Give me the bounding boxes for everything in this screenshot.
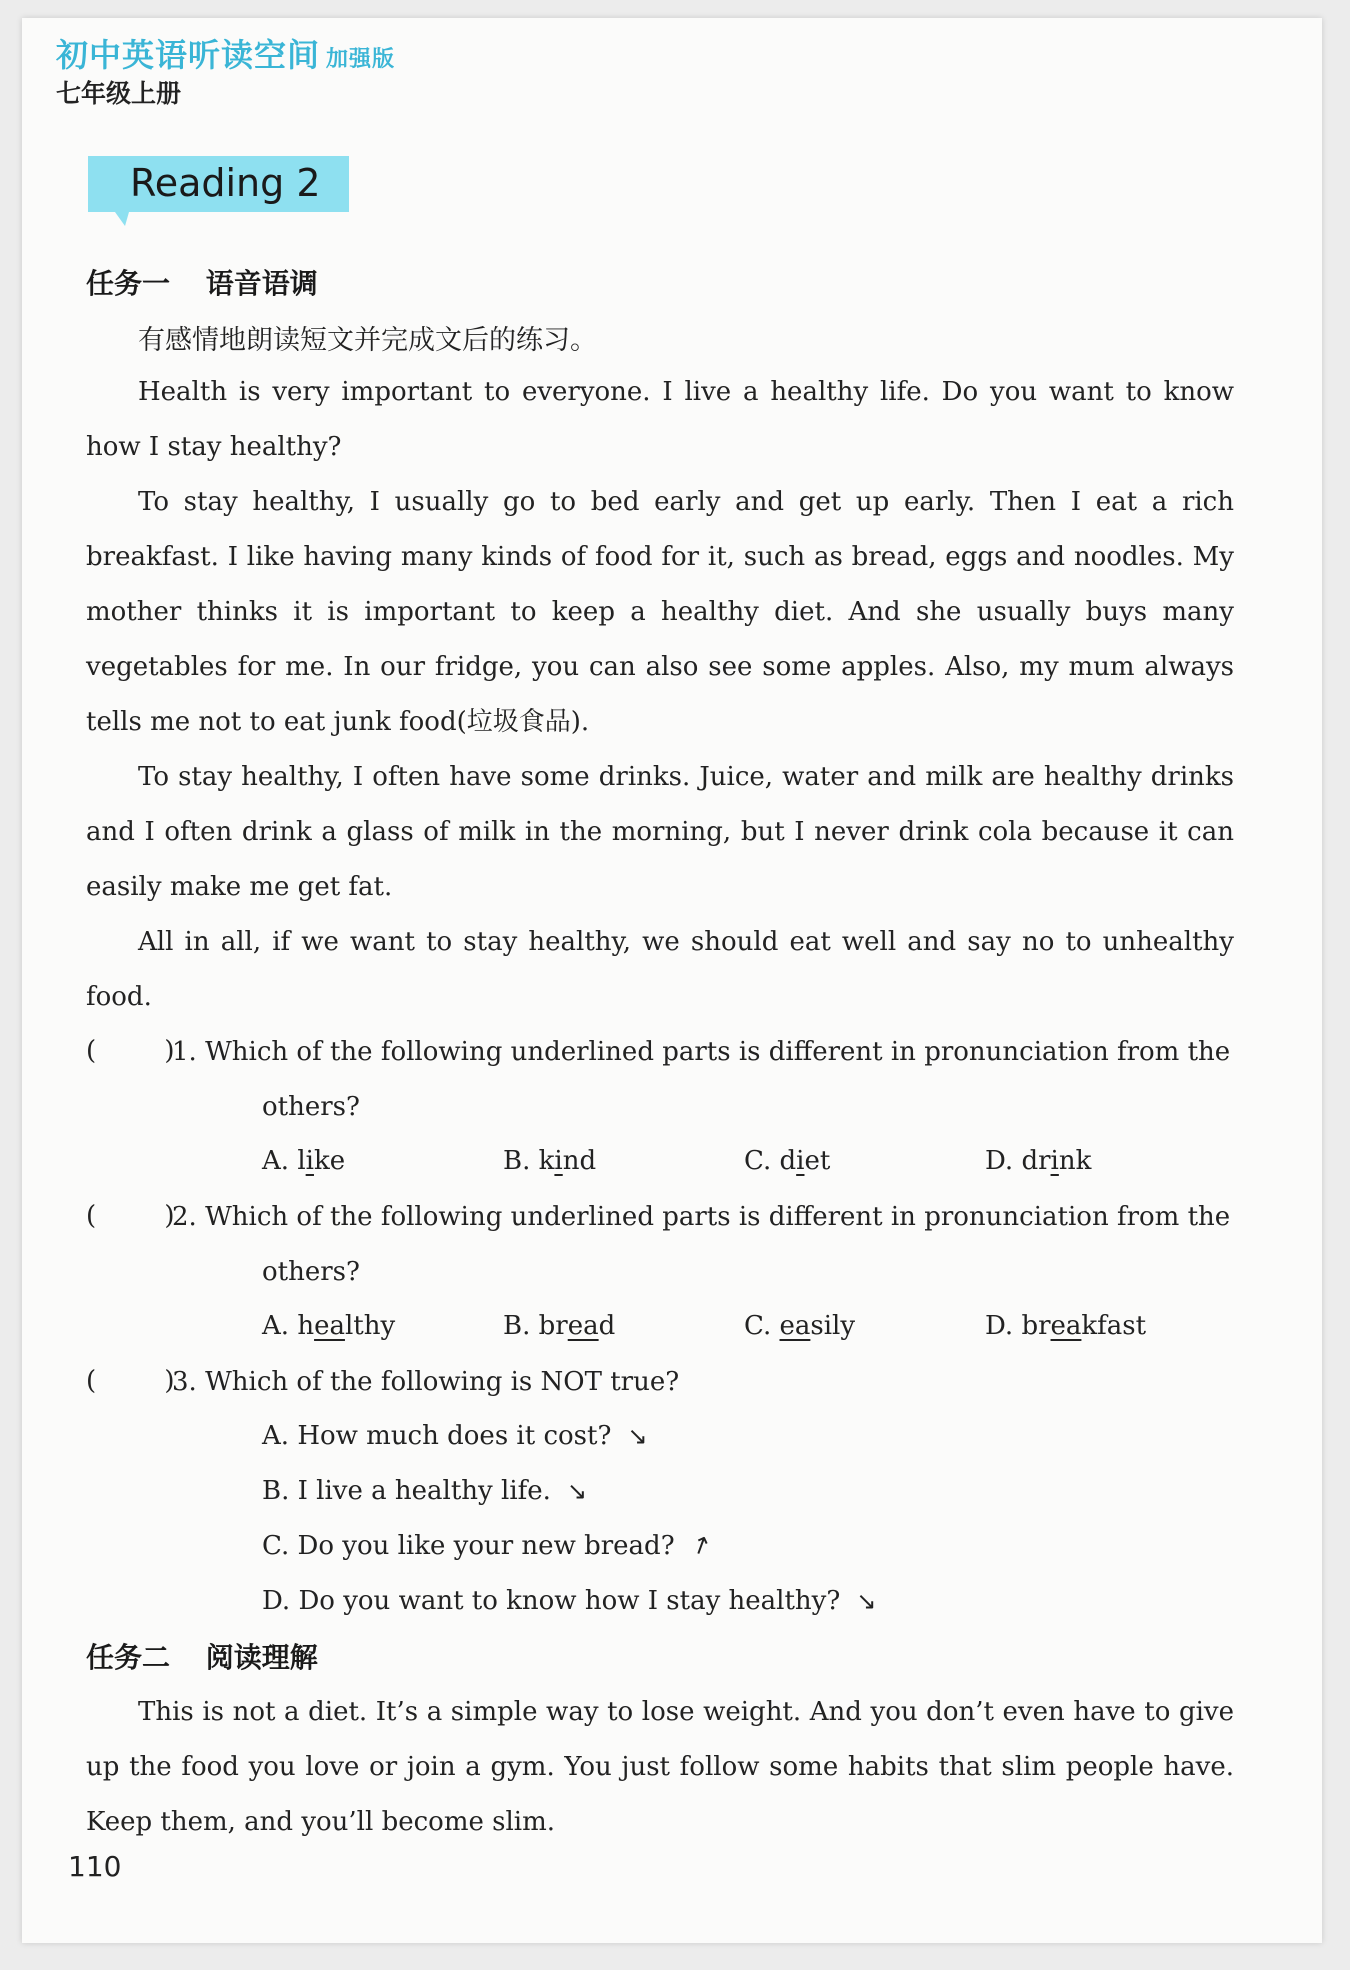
question-1-continuation: others? xyxy=(262,1092,360,1122)
q2-option-d: D. breakfast xyxy=(985,1311,1147,1341)
q3-option-d: D. Do you want to know how I stay healthy? ↘ xyxy=(262,1586,877,1616)
task2-heading: 任务二 阅读理解 xyxy=(86,1641,318,1674)
question-3-text: Which of the following is NOT true? xyxy=(205,1367,680,1397)
falling-intonation-icon: ↘ xyxy=(627,1422,648,1450)
q2-option-a: A. healthy xyxy=(262,1311,396,1341)
question-2-number: 2. xyxy=(172,1202,197,1232)
falling-intonation-icon: ↘ xyxy=(856,1587,877,1615)
q1-option-b: B. kind xyxy=(503,1146,597,1176)
section-banner-tail xyxy=(115,212,129,226)
page-number: 110 xyxy=(68,1850,122,1883)
question-2-continuation: others? xyxy=(262,1257,360,1287)
passage-paragraph-4: All in all, if we want to stay healthy, we should eat well and say no to unhealthy food. xyxy=(86,927,1234,1012)
q1-option-d: D. drink xyxy=(985,1146,1092,1176)
q3-option-b: B. I live a healthy life. ↘ xyxy=(262,1476,588,1506)
section-title: Reading 2 xyxy=(130,161,321,205)
task2-paragraph: This is not a diet. It’s a simple way to lose weight. And you don’t even have to give up the food you love or join a gym. You just follow some habits that slim people have. Keep them, and you’ll become slim. xyxy=(86,1697,1234,1837)
q2-option-c: C. easily xyxy=(744,1311,856,1341)
passage-paragraph-2: To stay healthy, I usually go to bed early and get up early. Then I eat a rich breakfast. I like having many kinds of food for it, such as bread, eggs and noodles. My mother thinks it is important to keep a healthy diet. And she usually buys many vegetables for me. In our fridge, you can also see some apples. Also, my mum always tells me not to eat junk food(垃圾食品). xyxy=(86,487,1234,737)
passage-paragraph-3: To stay healthy, I often have some drinks. Juice, water and milk are healthy drinks and I often drink a glass of milk in the morning, but I never drink cola because it can easily make me get fat. xyxy=(86,762,1234,902)
question-2-text: Which of the following underlined parts is different in pronunciation from the xyxy=(205,1202,1231,1232)
q2-option-b: B. bread xyxy=(503,1311,616,1341)
question-1-number: 1. xyxy=(172,1037,197,1067)
answer-blank-3[interactable]: ( ) xyxy=(86,1366,175,1396)
q3-option-c: C. Do you like your new bread? ↑ xyxy=(262,1529,715,1563)
question-2 xyxy=(172,1190,1234,1245)
question-1 xyxy=(172,1025,1234,1080)
question-3 xyxy=(172,1355,1234,1410)
q1-option-a: A. like xyxy=(262,1146,346,1176)
answer-blank-2[interactable]: ( ) xyxy=(86,1201,175,1231)
falling-intonation-icon: ↘ xyxy=(566,1477,588,1505)
edition-label: 加强版 xyxy=(326,47,396,72)
grade-label: 七年级上册 xyxy=(56,79,182,108)
series-title: 初中英语听读空间 加强版 xyxy=(56,36,396,74)
task1-instruction: 有感情地朗读短文并完成文后的练习。 xyxy=(138,325,597,356)
task1-heading: 任务一 语音语调 xyxy=(86,267,318,300)
q1-option-c: C. diet xyxy=(744,1146,831,1176)
question-3-number: 3. xyxy=(172,1367,197,1397)
q3-option-a: A. How much does it cost? ↘ xyxy=(262,1421,648,1451)
question-1-text: Which of the following underlined parts is different in pronunciation from the xyxy=(205,1037,1231,1067)
passage-paragraph-1: Health is very important to everyone. I live a healthy life. Do you want to know how I stay healthy? xyxy=(86,377,1234,462)
rising-intonation-icon: ↑ xyxy=(686,1529,715,1563)
answer-blank-1[interactable]: ( ) xyxy=(86,1036,175,1066)
